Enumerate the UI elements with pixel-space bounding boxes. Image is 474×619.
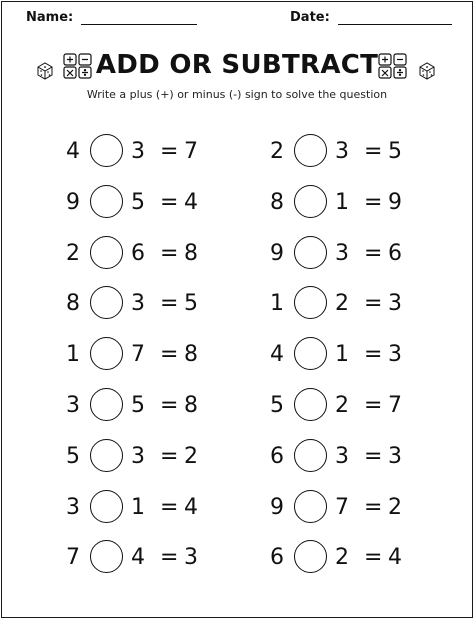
second-number: 3 xyxy=(131,291,145,317)
first-number: 2 xyxy=(66,240,80,266)
date-label: Date: xyxy=(290,10,330,25)
equals-sign: = xyxy=(364,494,383,520)
second-number: 3 xyxy=(131,443,145,469)
first-number: 9 xyxy=(66,189,80,215)
first-number: 8 xyxy=(270,189,284,215)
first-number: 3 xyxy=(66,494,80,520)
equals-sign: = xyxy=(364,393,383,418)
equals-sign: = xyxy=(160,393,179,418)
first-number: 6 xyxy=(270,545,284,571)
first-number: 1 xyxy=(66,342,80,368)
first-number: 7 xyxy=(66,545,80,571)
name-field[interactable] xyxy=(26,10,197,25)
answer-circle[interactable] xyxy=(294,337,327,370)
equals-sign: = xyxy=(364,342,383,368)
result-number: 3 xyxy=(388,342,402,368)
second-number: 5 xyxy=(131,393,145,418)
result-number: 3 xyxy=(184,545,198,571)
name-line[interactable] xyxy=(81,13,197,25)
second-number: 1 xyxy=(335,189,349,215)
result-number: 2 xyxy=(388,494,402,520)
first-number: 4 xyxy=(270,342,284,368)
equals-sign: = xyxy=(160,189,179,215)
equals-sign: = xyxy=(160,545,179,571)
equals-sign: = xyxy=(364,443,383,469)
second-number: 3 xyxy=(335,240,349,266)
answer-circle[interactable] xyxy=(90,236,123,269)
second-number: 5 xyxy=(131,189,145,215)
result-number: 5 xyxy=(388,139,402,164)
answer-circle[interactable] xyxy=(90,388,123,421)
second-number: 6 xyxy=(131,240,145,266)
page-title: ADD OR SUBTRACT xyxy=(95,50,379,80)
result-number: 2 xyxy=(184,443,198,469)
result-number: 8 xyxy=(184,342,198,368)
answer-circle[interactable] xyxy=(294,490,327,523)
equals-sign: = xyxy=(364,545,383,571)
result-number: 4 xyxy=(184,189,198,215)
result-number: 3 xyxy=(388,443,402,469)
answer-circle[interactable] xyxy=(294,134,327,167)
second-number: 7 xyxy=(335,494,349,520)
answer-circle[interactable] xyxy=(90,490,123,523)
date-field[interactable] xyxy=(290,10,452,25)
second-number: 3 xyxy=(335,139,349,164)
second-number: 1 xyxy=(131,494,145,520)
second-number: 3 xyxy=(131,139,145,164)
answer-circle[interactable] xyxy=(90,185,123,218)
second-number: 1 xyxy=(335,342,349,368)
second-number: 2 xyxy=(335,393,349,418)
result-number: 4 xyxy=(184,494,198,520)
equals-sign: = xyxy=(160,342,179,368)
second-number: 2 xyxy=(335,545,349,571)
equals-sign: = xyxy=(160,240,179,266)
answer-circle[interactable] xyxy=(294,439,327,472)
equals-sign: = xyxy=(364,291,383,317)
date-line[interactable] xyxy=(338,13,452,25)
equals-sign: = xyxy=(160,291,179,317)
first-number: 9 xyxy=(270,494,284,520)
result-number: 9 xyxy=(388,189,402,215)
second-number: 2 xyxy=(335,291,349,317)
equals-sign: = xyxy=(364,139,383,164)
first-number: 5 xyxy=(270,393,284,418)
first-number: 8 xyxy=(66,291,80,317)
result-number: 8 xyxy=(184,393,198,418)
equals-sign: = xyxy=(364,189,383,215)
first-number: 6 xyxy=(270,443,284,469)
answer-circle[interactable] xyxy=(294,236,327,269)
second-number: 4 xyxy=(131,545,145,571)
first-number: 9 xyxy=(270,240,284,266)
answer-circle[interactable] xyxy=(294,185,327,218)
answer-circle[interactable] xyxy=(294,388,327,421)
result-number: 4 xyxy=(388,545,402,571)
first-number: 3 xyxy=(66,393,80,418)
first-number: 1 xyxy=(270,291,284,317)
answer-circle[interactable] xyxy=(90,134,123,167)
result-number: 7 xyxy=(388,393,402,418)
equals-sign: = xyxy=(160,139,179,164)
result-number: 8 xyxy=(184,240,198,266)
second-number: 7 xyxy=(131,342,145,368)
instructions: Write a plus (+) or minus (-) sign to solve the question xyxy=(86,88,388,101)
first-number: 2 xyxy=(270,139,284,164)
equals-sign: = xyxy=(160,494,179,520)
result-number: 6 xyxy=(388,240,402,266)
equals-sign: = xyxy=(364,240,383,266)
first-number: 4 xyxy=(66,139,80,164)
answer-circle[interactable] xyxy=(90,337,123,370)
answer-circle[interactable] xyxy=(90,439,123,472)
result-number: 3 xyxy=(388,291,402,317)
result-number: 7 xyxy=(184,139,198,164)
result-number: 5 xyxy=(184,291,198,317)
second-number: 3 xyxy=(335,443,349,469)
equals-sign: = xyxy=(160,443,179,469)
first-number: 5 xyxy=(66,443,80,469)
name-label: Name: xyxy=(26,10,74,25)
